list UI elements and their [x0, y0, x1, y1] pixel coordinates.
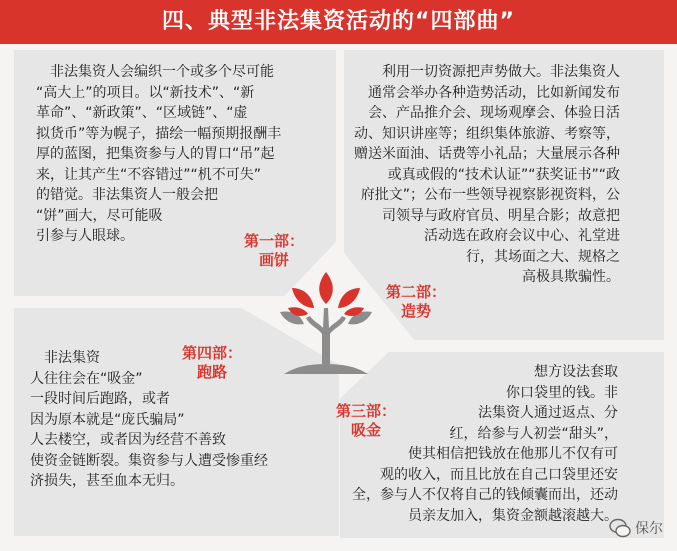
part3-text [352, 362, 618, 526]
label-line: 画饼 [259, 251, 290, 269]
chat-bubble-icon [609, 517, 631, 539]
text-line: 会、产品推介会、现场观摩会、体验日活 [368, 105, 620, 121]
part2-text [354, 62, 620, 288]
text-line: 引参与人眼球。 [36, 228, 134, 244]
text-line: 人往往会在“吸金” [30, 370, 143, 387]
text-line: 府批文”；公布一些领导视察影视资料，公 [360, 187, 620, 203]
text-line: 拟货币”等为幌子，描绘一幅预期报酬丰 [36, 125, 282, 142]
text-line: 动、知识讲座等；组织集体旅游、考察等， [354, 125, 620, 142]
label-line: 造势 [401, 302, 432, 320]
part1-label [244, 232, 304, 270]
text-line: 非法集资 [30, 350, 100, 366]
text-line: 济损失，甚至血本无归。 [30, 473, 184, 489]
label-line: 吸金 [351, 421, 382, 439]
label-line: 第一部： [244, 232, 305, 250]
text-line: 使资金链断裂。集资参与人遭受惨重经 [30, 452, 268, 469]
text-line: 观的收入，而且比放在自己口袋里还安 [380, 466, 618, 483]
text-line: 高极具欺骗性。 [522, 269, 620, 285]
part4-label [182, 344, 242, 382]
text-line: 来，让其产生“不容错过”“机不可失” [36, 166, 262, 183]
text-line: 因为原本就是“庞氏骗局” [30, 411, 185, 428]
text-line: “饼”画大，尽可能吸 [36, 207, 163, 224]
label-line: 跑路 [197, 363, 228, 381]
text-line: 的错觉。非法集资人一般会把 [36, 187, 218, 203]
text-line: 使其相信把钱放在他那儿不仅有可 [408, 446, 618, 462]
text-line: 一段时间后跑路，或者 [30, 391, 170, 407]
watermark-text: 保尔 [635, 521, 663, 537]
text-line: 全，参与人不仅将自己的钱倾囊而出，还动 [352, 487, 618, 503]
text-line: 你口袋里的钱。非 [506, 384, 618, 401]
text-line: 非法集资人会编织一个或多个尽可能 [36, 64, 274, 80]
watermark [609, 517, 663, 539]
text-line: 红，给参与人初尝“甜头”， [449, 425, 618, 442]
text-line: 革命”、“新政策”、“区域链”、“虚 [36, 105, 248, 121]
text-line: 员亲友加入，集资金额越滚越大。 [408, 507, 618, 524]
text-line: 厚的蓝图，把集资参与人的胃口“吊”起 [36, 146, 275, 162]
label-line: 第二部： [386, 283, 447, 301]
label-line: 第四部： [182, 344, 243, 362]
part1-text [36, 62, 281, 247]
text-line: 活动选在政府会议中心、礼堂进 [424, 228, 620, 244]
text-line: 想方设法套取 [534, 364, 618, 380]
text-line: “高大上”的项目。以“新技术”、“新 [36, 84, 255, 101]
text-line: 利用一切资源把声势做大。非法集资人 [382, 64, 620, 80]
part2-label [386, 283, 446, 321]
text-line: 赠送米面油、话费等小礼品；大量展示各种 [354, 146, 620, 162]
text-line: 或真或假的“技术认证”“获奖证书”“政 [387, 166, 620, 183]
text-line: 通常会举办各种造势活动，比如新闻发布 [368, 84, 620, 101]
part3-label [336, 402, 396, 440]
text-line: 人去楼空，或者因为经营不善致 [30, 432, 226, 448]
text-line: 司领导与政府官员、明星合影；故意把 [382, 207, 620, 224]
label-line: 第三部： [336, 402, 397, 420]
text-line: 行，其场面之大、规格之 [466, 248, 620, 265]
tree-hand-icon [278, 268, 374, 376]
page-title: 四、典型非法集资活动的“四部曲” [0, 0, 677, 44]
text-line: 法集资人通过返点、分 [478, 405, 618, 421]
